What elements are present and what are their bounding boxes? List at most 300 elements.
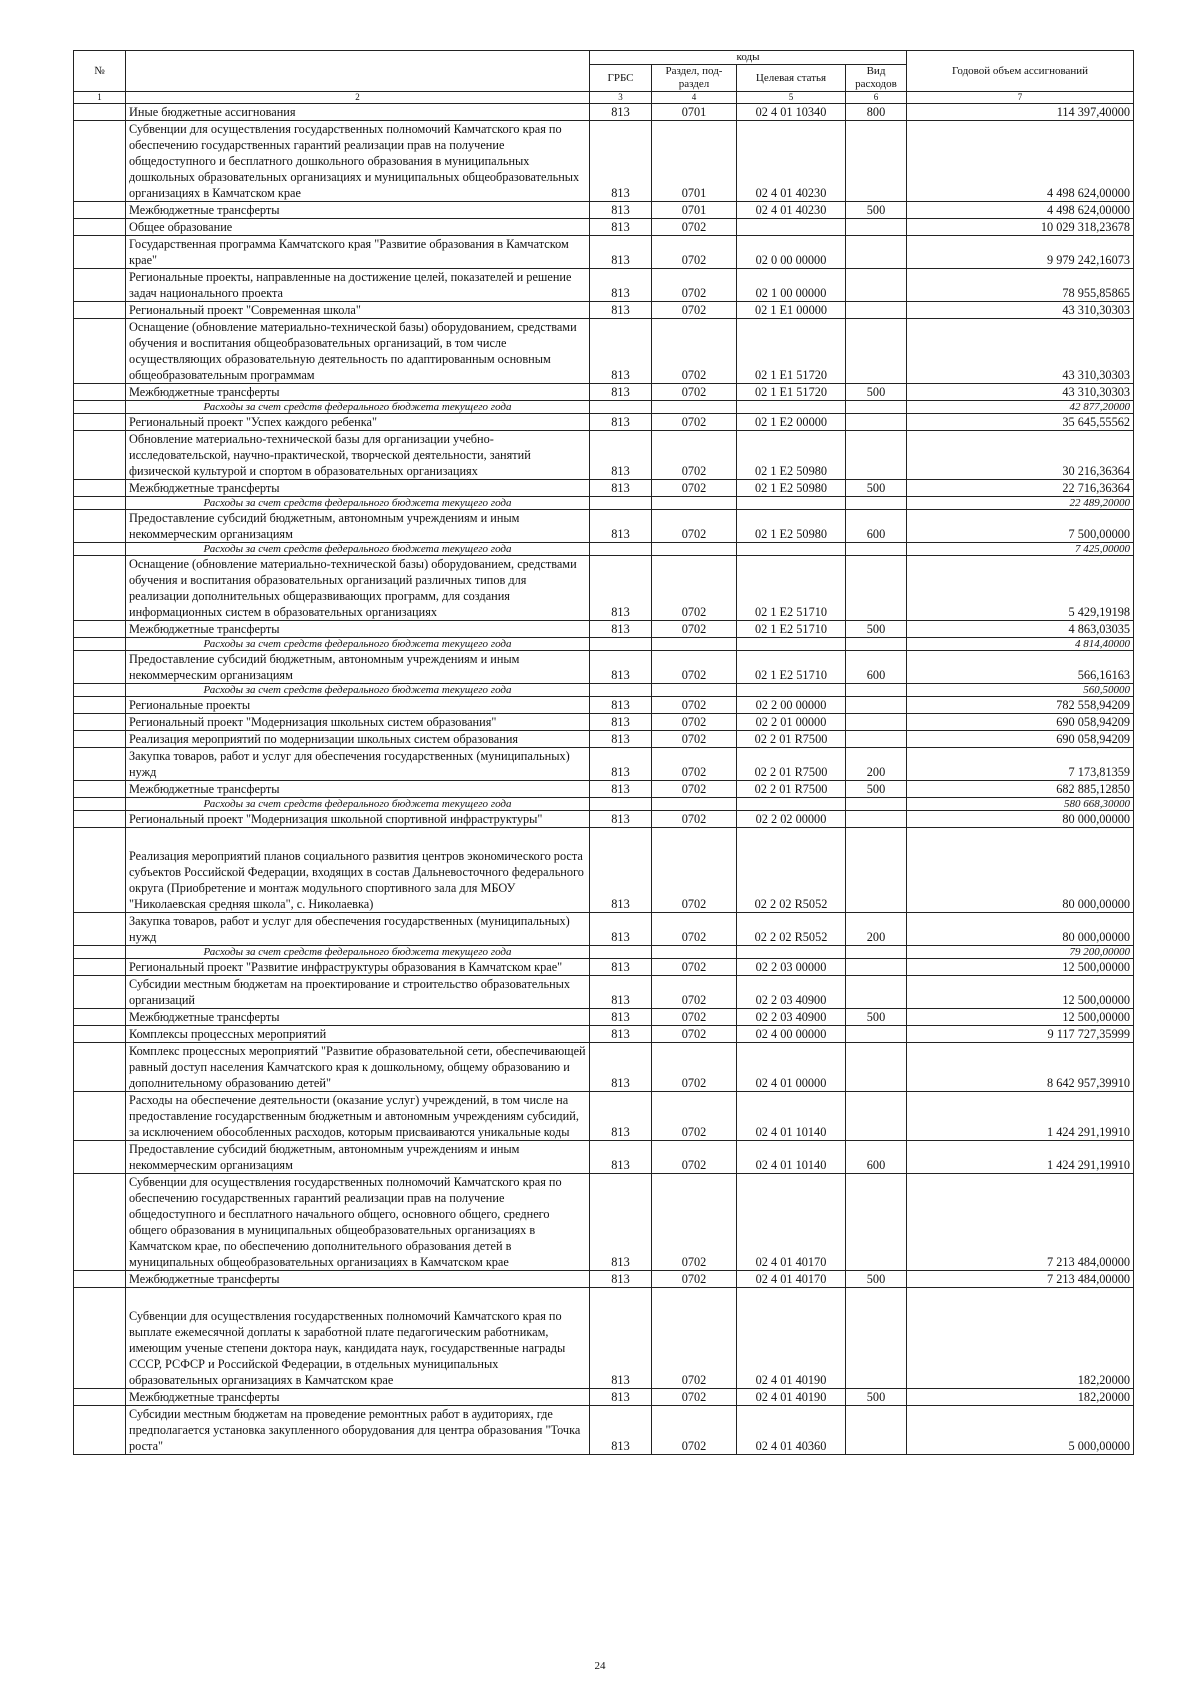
row-target: 02 0 00 00000 bbox=[737, 236, 846, 269]
row-section: 0702 bbox=[652, 1141, 737, 1174]
row-amount: 690 058,94209 bbox=[907, 714, 1134, 731]
row-number bbox=[74, 302, 126, 319]
row-target: 02 4 01 40170 bbox=[737, 1271, 846, 1288]
row-amount: 5 429,19198 bbox=[907, 556, 1134, 621]
row-target: 02 1 Е2 51710 bbox=[737, 651, 846, 684]
row-section: 0702 bbox=[652, 811, 737, 828]
row-target bbox=[737, 497, 846, 510]
row-target: 02 1 Е2 00000 bbox=[737, 414, 846, 431]
row-amount: 43 310,30303 bbox=[907, 319, 1134, 384]
row-target: 02 2 03 40900 bbox=[737, 976, 846, 1009]
federal-budget-row bbox=[74, 497, 1134, 510]
row-name: Закупка товаров, работ и услуг для обеспечения государственных (муниципальных) нужд bbox=[126, 913, 590, 946]
row-name: Расходы за счет средств федерального бюджета текущего года bbox=[126, 798, 590, 811]
row-number bbox=[74, 714, 126, 731]
row-name: Региональные проекты bbox=[126, 697, 590, 714]
row-amount: 566,16163 bbox=[907, 651, 1134, 684]
row-name: Региональный проект "Модернизация школьных систем образования" bbox=[126, 714, 590, 731]
table-row bbox=[74, 236, 1134, 269]
row-exp-type bbox=[846, 1288, 907, 1389]
row-section: 0702 bbox=[652, 1043, 737, 1092]
row-target: 02 1 Е1 00000 bbox=[737, 302, 846, 319]
row-section bbox=[652, 684, 737, 697]
table-row bbox=[74, 1092, 1134, 1141]
row-amount: 12 500,00000 bbox=[907, 1009, 1134, 1026]
row-grbs: 813 bbox=[590, 202, 652, 219]
row-exp-type bbox=[846, 1026, 907, 1043]
row-grbs: 813 bbox=[590, 510, 652, 543]
row-exp-type: 500 bbox=[846, 1271, 907, 1288]
header-target: Целевая статья bbox=[737, 65, 846, 92]
row-amount: 78 955,85865 bbox=[907, 269, 1134, 302]
row-number bbox=[74, 480, 126, 497]
row-exp-type bbox=[846, 828, 907, 913]
row-section: 0702 bbox=[652, 302, 737, 319]
row-grbs: 813 bbox=[590, 621, 652, 638]
row-section: 0702 bbox=[652, 959, 737, 976]
row-amount: 7 213 484,00000 bbox=[907, 1271, 1134, 1288]
row-section: 0702 bbox=[652, 1092, 737, 1141]
header-no: № bbox=[74, 51, 126, 92]
row-target: 02 4 01 10140 bbox=[737, 1092, 846, 1141]
row-section: 0702 bbox=[652, 480, 737, 497]
row-number bbox=[74, 828, 126, 913]
header-name bbox=[126, 51, 590, 92]
table-row bbox=[74, 1271, 1134, 1288]
row-name: Региональный проект "Развитие инфраструктуры образования в Камчатском крае" bbox=[126, 959, 590, 976]
row-grbs: 813 bbox=[590, 556, 652, 621]
header-section: Раздел, под-раздел bbox=[652, 65, 737, 92]
table-row bbox=[74, 480, 1134, 497]
row-grbs: 813 bbox=[590, 959, 652, 976]
row-amount: 80 000,00000 bbox=[907, 913, 1134, 946]
row-grbs bbox=[590, 401, 652, 414]
row-exp-type: 500 bbox=[846, 781, 907, 798]
header-col-4: 4 bbox=[652, 92, 737, 104]
row-number bbox=[74, 638, 126, 651]
row-name: Межбюджетные трансферты bbox=[126, 1009, 590, 1026]
row-number bbox=[74, 1389, 126, 1406]
row-name: Расходы за счет средств федерального бюджета текущего года bbox=[126, 684, 590, 697]
row-exp-type bbox=[846, 798, 907, 811]
table-body bbox=[74, 104, 1134, 1455]
row-section bbox=[652, 798, 737, 811]
table-row bbox=[74, 714, 1134, 731]
row-grbs: 813 bbox=[590, 1174, 652, 1271]
row-target: 02 1 00 00000 bbox=[737, 269, 846, 302]
row-section: 0702 bbox=[652, 269, 737, 302]
row-target: 02 2 00 00000 bbox=[737, 697, 846, 714]
row-grbs: 813 bbox=[590, 1389, 652, 1406]
row-number bbox=[74, 1174, 126, 1271]
row-number bbox=[74, 798, 126, 811]
row-amount: 9 979 242,16073 bbox=[907, 236, 1134, 269]
row-section: 0702 bbox=[652, 828, 737, 913]
table-row bbox=[74, 302, 1134, 319]
row-number bbox=[74, 543, 126, 556]
row-target: 02 2 02 R5052 bbox=[737, 828, 846, 913]
row-exp-type bbox=[846, 556, 907, 621]
row-exp-type bbox=[846, 1174, 907, 1271]
row-grbs: 813 bbox=[590, 384, 652, 401]
table-row bbox=[74, 959, 1134, 976]
row-grbs: 813 bbox=[590, 781, 652, 798]
row-exp-type: 500 bbox=[846, 1389, 907, 1406]
row-grbs: 813 bbox=[590, 828, 652, 913]
row-grbs: 813 bbox=[590, 1026, 652, 1043]
table-row bbox=[74, 828, 1134, 913]
row-grbs: 813 bbox=[590, 1406, 652, 1455]
federal-budget-row bbox=[74, 684, 1134, 697]
row-exp-type bbox=[846, 811, 907, 828]
row-exp-type bbox=[846, 414, 907, 431]
table-row bbox=[74, 976, 1134, 1009]
row-section: 0702 bbox=[652, 236, 737, 269]
row-number bbox=[74, 1141, 126, 1174]
table-row bbox=[74, 104, 1134, 121]
table-row bbox=[74, 1009, 1134, 1026]
header-column-numbers bbox=[74, 92, 1134, 104]
row-target: 02 4 01 40230 bbox=[737, 202, 846, 219]
row-grbs: 813 bbox=[590, 1271, 652, 1288]
row-section bbox=[652, 497, 737, 510]
row-exp-type bbox=[846, 976, 907, 1009]
row-target: 02 2 02 00000 bbox=[737, 811, 846, 828]
row-grbs: 813 bbox=[590, 414, 652, 431]
row-amount: 9 117 727,35999 bbox=[907, 1026, 1134, 1043]
row-grbs: 813 bbox=[590, 697, 652, 714]
header-codes: коды bbox=[590, 51, 907, 65]
header-col-5: 5 bbox=[737, 92, 846, 104]
row-amount: 12 500,00000 bbox=[907, 959, 1134, 976]
row-number bbox=[74, 684, 126, 697]
row-target bbox=[737, 684, 846, 697]
header-col-1: 1 bbox=[74, 92, 126, 104]
row-section bbox=[652, 946, 737, 959]
header-col-3: 3 bbox=[590, 92, 652, 104]
federal-budget-row bbox=[74, 946, 1134, 959]
row-number bbox=[74, 414, 126, 431]
row-amount: 114 397,40000 bbox=[907, 104, 1134, 121]
row-name: Межбюджетные трансферты bbox=[126, 621, 590, 638]
row-exp-type bbox=[846, 319, 907, 384]
table-row bbox=[74, 1141, 1134, 1174]
row-target: 02 4 01 40190 bbox=[737, 1288, 846, 1389]
row-amount: 560,50000 bbox=[907, 684, 1134, 697]
table-row bbox=[74, 121, 1134, 202]
table-row bbox=[74, 781, 1134, 798]
row-section: 0702 bbox=[652, 976, 737, 1009]
row-amount: 682 885,12850 bbox=[907, 781, 1134, 798]
row-number bbox=[74, 651, 126, 684]
row-target: 02 1 Е2 51710 bbox=[737, 621, 846, 638]
header-col-7: 7 bbox=[907, 92, 1134, 104]
row-grbs bbox=[590, 684, 652, 697]
row-target bbox=[737, 946, 846, 959]
row-target: 02 1 Е2 50980 bbox=[737, 510, 846, 543]
table-row bbox=[74, 731, 1134, 748]
row-number bbox=[74, 1043, 126, 1092]
row-number bbox=[74, 621, 126, 638]
row-section: 0702 bbox=[652, 1174, 737, 1271]
row-amount: 1 424 291,19910 bbox=[907, 1092, 1134, 1141]
row-target: 02 4 01 10140 bbox=[737, 1141, 846, 1174]
header-col-6: 6 bbox=[846, 92, 907, 104]
row-exp-type: 500 bbox=[846, 621, 907, 638]
row-grbs: 813 bbox=[590, 1043, 652, 1092]
row-exp-type bbox=[846, 543, 907, 556]
row-section: 0702 bbox=[652, 556, 737, 621]
row-target: 02 2 03 00000 bbox=[737, 959, 846, 976]
row-name: Государственная программа Камчатского края "Развитие образования в Камчатском крае" bbox=[126, 236, 590, 269]
row-target: 02 4 00 00000 bbox=[737, 1026, 846, 1043]
row-exp-type bbox=[846, 946, 907, 959]
row-target: 02 2 01 R7500 bbox=[737, 748, 846, 781]
table-row bbox=[74, 319, 1134, 384]
row-number bbox=[74, 959, 126, 976]
table-row bbox=[74, 913, 1134, 946]
row-name: Субвенции для осуществления государственных полномочий Камчатского края по выплате ежемесячной доплаты к заработной плате педагогическим работникам, имеющим ученые степени доктора наук, кандидата наук, государственные награды СССР, РСФСР и Российской Федерации, в отдельных муниципальных образовательных организациях в Камчатском крае bbox=[126, 1288, 590, 1389]
table-row bbox=[74, 1406, 1134, 1455]
row-grbs bbox=[590, 497, 652, 510]
row-amount: 43 310,30303 bbox=[907, 384, 1134, 401]
row-number bbox=[74, 913, 126, 946]
row-amount: 12 500,00000 bbox=[907, 976, 1134, 1009]
row-section: 0702 bbox=[652, 1026, 737, 1043]
row-number bbox=[74, 1406, 126, 1455]
table-row bbox=[74, 1026, 1134, 1043]
row-section bbox=[652, 543, 737, 556]
federal-budget-row bbox=[74, 798, 1134, 811]
row-exp-type: 600 bbox=[846, 651, 907, 684]
row-target: 02 4 01 10340 bbox=[737, 104, 846, 121]
table-row bbox=[74, 621, 1134, 638]
header-col-2: 2 bbox=[126, 92, 590, 104]
row-exp-type bbox=[846, 959, 907, 976]
row-grbs: 813 bbox=[590, 269, 652, 302]
row-exp-type bbox=[846, 1043, 907, 1092]
row-amount: 35 645,55562 bbox=[907, 414, 1134, 431]
row-amount: 30 216,36364 bbox=[907, 431, 1134, 480]
row-number bbox=[74, 1288, 126, 1389]
row-number bbox=[74, 497, 126, 510]
row-name: Реализация мероприятий планов социального развития центров экономического роста субъектов Российской Федерации, входящих в состав Дальневосточного федерального округа (Приобретение и монтаж модульного спортивного зала для МБОУ "Николаевская средняя школа", с. Николаевка) bbox=[126, 828, 590, 913]
row-name: Межбюджетные трансферты bbox=[126, 781, 590, 798]
table-row bbox=[74, 431, 1134, 480]
row-number bbox=[74, 401, 126, 414]
row-target bbox=[737, 638, 846, 651]
row-name: Межбюджетные трансферты bbox=[126, 480, 590, 497]
row-name: Предоставление субсидий бюджетным, автономным учреждениям и иным некоммерческим организациям bbox=[126, 510, 590, 543]
row-amount: 79 200,00000 bbox=[907, 946, 1134, 959]
row-number bbox=[74, 236, 126, 269]
row-amount: 7 500,00000 bbox=[907, 510, 1134, 543]
row-name: Региональный проект "Модернизация школьной спортивной инфраструктуры" bbox=[126, 811, 590, 828]
row-number bbox=[74, 431, 126, 480]
row-name: Комплексы процессных мероприятий bbox=[126, 1026, 590, 1043]
row-grbs bbox=[590, 543, 652, 556]
row-section: 0702 bbox=[652, 1288, 737, 1389]
header-exp-type: Вид расходов bbox=[846, 65, 907, 92]
row-target bbox=[737, 401, 846, 414]
federal-budget-row bbox=[74, 401, 1134, 414]
row-number bbox=[74, 1026, 126, 1043]
table-row bbox=[74, 1389, 1134, 1406]
row-section: 0702 bbox=[652, 384, 737, 401]
row-exp-type bbox=[846, 1406, 907, 1455]
header-grbs: ГРБС bbox=[590, 65, 652, 92]
row-exp-type: 600 bbox=[846, 510, 907, 543]
row-section: 0702 bbox=[652, 697, 737, 714]
row-grbs bbox=[590, 798, 652, 811]
row-grbs bbox=[590, 946, 652, 959]
row-name: Комплекс процессных мероприятий "Развитие образовательной сети, обеспечивающей равный доступ населения Камчатского края к дошкольному, общему образованию и дополнительному образованию детей" bbox=[126, 1043, 590, 1092]
row-grbs: 813 bbox=[590, 1141, 652, 1174]
row-exp-type bbox=[846, 714, 907, 731]
row-name: Расходы за счет средств федерального бюджета текущего года bbox=[126, 638, 590, 651]
row-exp-type: 600 bbox=[846, 1141, 907, 1174]
row-number bbox=[74, 384, 126, 401]
row-target: 02 1 Е1 51720 bbox=[737, 319, 846, 384]
row-exp-type bbox=[846, 638, 907, 651]
row-name: Реализация мероприятий по модернизации школьных систем образования bbox=[126, 731, 590, 748]
row-grbs: 813 bbox=[590, 714, 652, 731]
row-name: Межбюджетные трансферты bbox=[126, 1271, 590, 1288]
row-name: Региональный проект "Современная школа" bbox=[126, 302, 590, 319]
row-number bbox=[74, 104, 126, 121]
row-target: 02 2 01 00000 bbox=[737, 714, 846, 731]
row-name: Субсидии местным бюджетам на проектирование и строительство образовательных организаций bbox=[126, 976, 590, 1009]
row-amount: 182,20000 bbox=[907, 1389, 1134, 1406]
row-amount: 4 863,03035 bbox=[907, 621, 1134, 638]
row-number bbox=[74, 1009, 126, 1026]
row-number bbox=[74, 731, 126, 748]
table-row bbox=[74, 556, 1134, 621]
row-target: 02 2 01 R7500 bbox=[737, 781, 846, 798]
row-number bbox=[74, 510, 126, 543]
row-amount: 43 310,30303 bbox=[907, 302, 1134, 319]
row-section bbox=[652, 401, 737, 414]
row-exp-type bbox=[846, 1092, 907, 1141]
row-number bbox=[74, 781, 126, 798]
row-name: Предоставление субсидий бюджетным, автономным учреждениям и иным некоммерческим организациям bbox=[126, 651, 590, 684]
table-row bbox=[74, 697, 1134, 714]
row-target: 02 4 01 40360 bbox=[737, 1406, 846, 1455]
row-number bbox=[74, 319, 126, 384]
table-row bbox=[74, 414, 1134, 431]
row-exp-type bbox=[846, 497, 907, 510]
row-exp-type bbox=[846, 431, 907, 480]
row-section: 0702 bbox=[652, 1406, 737, 1455]
row-name: Межбюджетные трансферты bbox=[126, 202, 590, 219]
row-exp-type bbox=[846, 684, 907, 697]
row-grbs: 813 bbox=[590, 480, 652, 497]
row-number bbox=[74, 697, 126, 714]
row-amount: 1 424 291,19910 bbox=[907, 1141, 1134, 1174]
row-number bbox=[74, 976, 126, 1009]
row-amount: 182,20000 bbox=[907, 1288, 1134, 1389]
row-number bbox=[74, 748, 126, 781]
row-exp-type: 800 bbox=[846, 104, 907, 121]
row-name: Закупка товаров, работ и услуг для обеспечения государственных (муниципальных) нужд bbox=[126, 748, 590, 781]
row-target: 02 1 Е2 50980 bbox=[737, 431, 846, 480]
row-section: 0702 bbox=[652, 219, 737, 236]
row-name: Региональные проекты, направленные на достижение целей, показателей и решение задач национального проекта bbox=[126, 269, 590, 302]
row-grbs: 813 bbox=[590, 651, 652, 684]
row-grbs: 813 bbox=[590, 731, 652, 748]
row-amount: 7 213 484,00000 bbox=[907, 1174, 1134, 1271]
row-section: 0701 bbox=[652, 104, 737, 121]
row-section: 0702 bbox=[652, 748, 737, 781]
row-target: 02 4 01 00000 bbox=[737, 1043, 846, 1092]
row-name: Расходы за счет средств федерального бюджета текущего года bbox=[126, 497, 590, 510]
row-section: 0702 bbox=[652, 731, 737, 748]
row-target bbox=[737, 798, 846, 811]
page-number: 24 bbox=[594, 1660, 606, 1672]
row-exp-type bbox=[846, 219, 907, 236]
row-section: 0702 bbox=[652, 319, 737, 384]
row-amount: 782 558,94209 bbox=[907, 697, 1134, 714]
row-amount: 7 173,81359 bbox=[907, 748, 1134, 781]
row-amount: 690 058,94209 bbox=[907, 731, 1134, 748]
row-target: 02 2 03 40900 bbox=[737, 1009, 846, 1026]
row-exp-type bbox=[846, 269, 907, 302]
row-amount: 5 000,00000 bbox=[907, 1406, 1134, 1455]
row-target: 02 4 01 40170 bbox=[737, 1174, 846, 1271]
row-name: Субвенции для осуществления государственных полномочий Камчатского края по обеспечению государственных гарантий реализации прав на получение общедоступного и бесплатного начального общего, основного общего, среднего общего образования в муниципальных общеобразовательных организациях в Камчатском крае, по обеспечению дополнительного образования детей в муниципальных общеобразовательных организациях в Камчатском крае bbox=[126, 1174, 590, 1271]
row-target: 02 2 02 R5052 bbox=[737, 913, 846, 946]
row-section: 0701 bbox=[652, 202, 737, 219]
table-row bbox=[74, 510, 1134, 543]
row-exp-type bbox=[846, 401, 907, 414]
row-name: Межбюджетные трансферты bbox=[126, 1389, 590, 1406]
row-amount: 80 000,00000 bbox=[907, 811, 1134, 828]
row-grbs: 813 bbox=[590, 431, 652, 480]
row-name: Предоставление субсидий бюджетным, автономным учреждениям и иным некоммерческим организациям bbox=[126, 1141, 590, 1174]
row-target bbox=[737, 543, 846, 556]
row-grbs: 813 bbox=[590, 302, 652, 319]
row-exp-type: 200 bbox=[846, 748, 907, 781]
header-amount: Годовой объем ассигнований bbox=[907, 51, 1134, 92]
row-number bbox=[74, 121, 126, 202]
row-amount: 4 814,40000 bbox=[907, 638, 1134, 651]
row-grbs: 813 bbox=[590, 748, 652, 781]
row-section: 0702 bbox=[652, 414, 737, 431]
table-row bbox=[74, 651, 1134, 684]
row-amount: 4 498 624,00000 bbox=[907, 121, 1134, 202]
row-name: Региональный проект "Успех каждого ребенка" bbox=[126, 414, 590, 431]
row-target: 02 1 Е1 51720 bbox=[737, 384, 846, 401]
budget-sheet bbox=[73, 50, 1133, 1455]
row-number bbox=[74, 269, 126, 302]
row-name: Общее образование bbox=[126, 219, 590, 236]
row-section: 0702 bbox=[652, 621, 737, 638]
row-amount: 580 668,30000 bbox=[907, 798, 1134, 811]
row-amount: 22 716,36364 bbox=[907, 480, 1134, 497]
row-grbs: 813 bbox=[590, 976, 652, 1009]
row-amount: 8 642 957,39910 bbox=[907, 1043, 1134, 1092]
row-name: Иные бюджетные ассигнования bbox=[126, 104, 590, 121]
row-number bbox=[74, 1092, 126, 1141]
table-row bbox=[74, 748, 1134, 781]
row-grbs: 813 bbox=[590, 913, 652, 946]
row-exp-type bbox=[846, 697, 907, 714]
row-number bbox=[74, 556, 126, 621]
table-row bbox=[74, 202, 1134, 219]
row-target: 02 4 01 40230 bbox=[737, 121, 846, 202]
row-exp-type: 500 bbox=[846, 202, 907, 219]
row-target: 02 1 Е2 50980 bbox=[737, 480, 846, 497]
